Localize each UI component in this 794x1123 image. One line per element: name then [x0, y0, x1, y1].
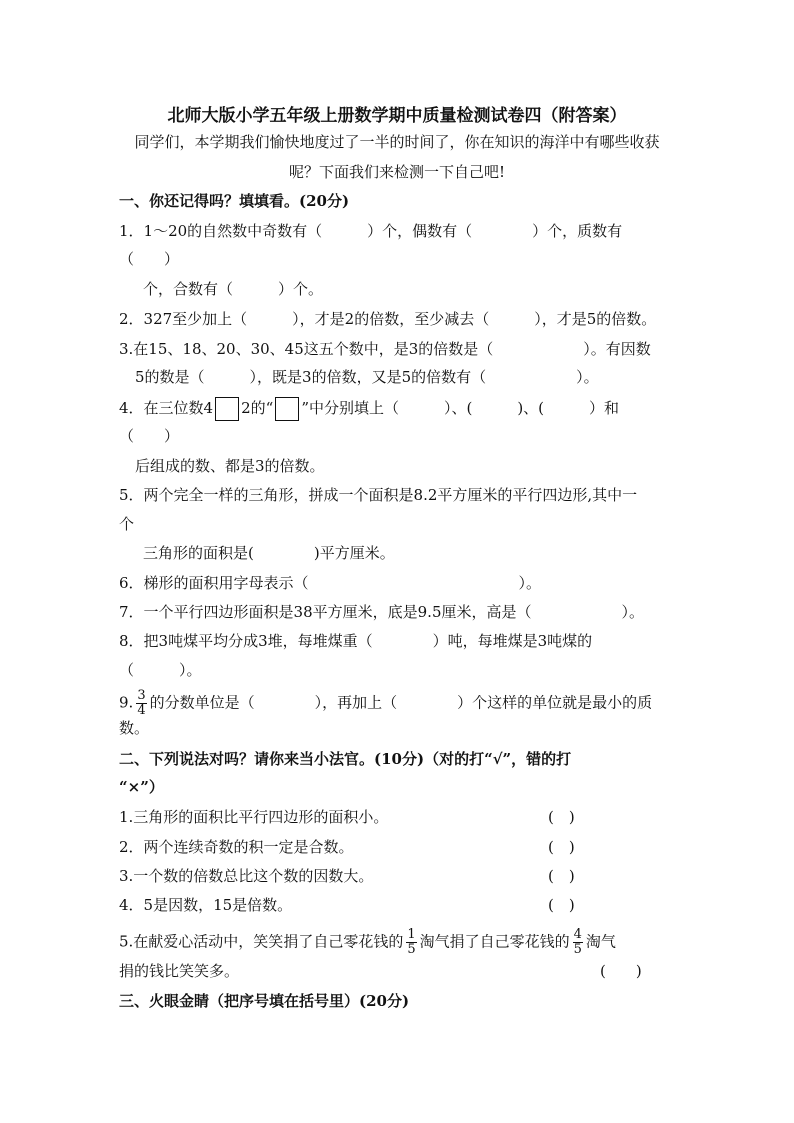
q3-line-2: 5的数是（ ），既是3的倍数，又是5的倍数有（ ）。 — [135, 368, 599, 386]
section2-heading-line-2: “×”） — [119, 778, 164, 796]
judge5-frac2-den: 5 — [573, 942, 582, 957]
judge-paren-3: ( ) — [548, 867, 575, 885]
judge5-frac1-num: 1 — [407, 927, 416, 942]
judge5-post: 淘气 — [585, 932, 616, 951]
q9-fraction — [136, 689, 146, 718]
q4-line-2: （ ） — [119, 427, 180, 445]
judge5-pre: 5.在献爱心活动中，笑笑捐了自己零花钱的 — [119, 932, 404, 951]
judge-item-5-line-1 — [119, 928, 616, 957]
q4-post: ”中分别填上（ ）、( )、( ）和 — [301, 399, 620, 417]
judge-paren-4: ( ) — [548, 896, 575, 914]
judge5-fraction-2 — [573, 928, 583, 957]
judge-item-1: 1.三角形的面积比平行四边形的面积小。 — [119, 808, 389, 826]
judge-item-2: 2．两个连续奇数的积一定是合数。 — [119, 838, 354, 856]
q5-line-3: 三角形的面积是( )平方厘米。 — [143, 544, 395, 562]
q1-line-1: 1．1～20的自然数中奇数有（ ）个，偶数有（ ）个，质数有 — [119, 222, 623, 240]
q8-line-2: （ ）。 — [119, 661, 202, 679]
q9-line-1 — [119, 689, 652, 718]
q4-line-1 — [119, 397, 619, 421]
intro-line-1: 同学们，本学期我们愉快地度过了一半的时间了，你在知识的海洋中有哪些收获 — [134, 133, 660, 151]
q8-line-1: 8．把3吨煤平均分成3堆，每堆煤重（ ）吨，每堆煤是3吨煤的 — [119, 632, 593, 650]
section3-heading: 三、火眼金睛（把序号填在括号里）(20分) — [119, 992, 410, 1010]
q9-pre: 9. — [119, 693, 134, 712]
judge-paren-2: ( ) — [548, 838, 575, 856]
q9-frac-num: 3 — [137, 688, 146, 703]
q4-mid: 2的“ — [241, 399, 274, 417]
q4-symbol-box — [275, 397, 299, 421]
judge5-mid: 淘气捐了自己零花钱的 — [419, 932, 570, 951]
q9-post: 的分数单位是（ ），再加上（ ）个这样的单位就是最小的质 — [149, 693, 653, 712]
page-title: 北师大版小学五年级上册数学期中质量检测试卷四（附答案） — [167, 106, 627, 126]
q4-pre: 4．在三位数4 — [119, 399, 214, 417]
section2-heading-line-1: 二、下列说法对吗？请你来当小法官。(10分)（对的打“√”，错的打 — [119, 750, 572, 768]
q9-line-2: 数。 — [119, 719, 150, 737]
q2-line: 2．327至少加上（ ），才是2的倍数，至少减去（ ），才是5的倍数。 — [119, 310, 657, 328]
q3-line-1: 3.在15、18、20、30、45这五个数中，是3的倍数是（ ）。有因数 — [119, 340, 651, 358]
q1-line-3: 个，合数有（ ）个。 — [143, 280, 324, 298]
judge-item-5-line-2: 捐的钱比笑笑多。 — [119, 962, 240, 980]
judge-item-3: 3.一个数的倍数总比这个数的因数大。 — [119, 867, 374, 885]
q9-frac-den: 4 — [137, 703, 146, 718]
judge-paren-1: ( ) — [548, 808, 575, 826]
judge-paren-5: ( ) — [600, 962, 642, 980]
q7-line: 7．一个平行四边形面积是38平方厘米，底是9.5厘米，高是（ ）。 — [119, 603, 644, 621]
judge5-frac2-num: 4 — [573, 927, 582, 942]
intro-line-2: 呢？下面我们来检测一下自己吧! — [288, 163, 506, 181]
judge-item-4: 4．5是因数，15是倍数。 — [119, 896, 293, 914]
q5-line-2: 个 — [119, 515, 135, 533]
judge5-fraction-1 — [406, 928, 416, 957]
section1-heading: 一、你还记得吗？填填看。(20分) — [119, 192, 350, 210]
q6-line: 6．梯形的面积用字母表示（ ）。 — [119, 574, 542, 592]
q4-blank-box — [215, 397, 239, 421]
judge5-frac1-den: 5 — [407, 942, 416, 957]
q1-line-2: （ ） — [119, 250, 180, 268]
q4-line-3: 后组成的数、都是3的倍数。 — [135, 457, 325, 475]
q5-line-1: 5．两个完全一样的三角形，拼成一个面积是8.2平方厘米的平行四边形,其中一 — [119, 486, 638, 504]
